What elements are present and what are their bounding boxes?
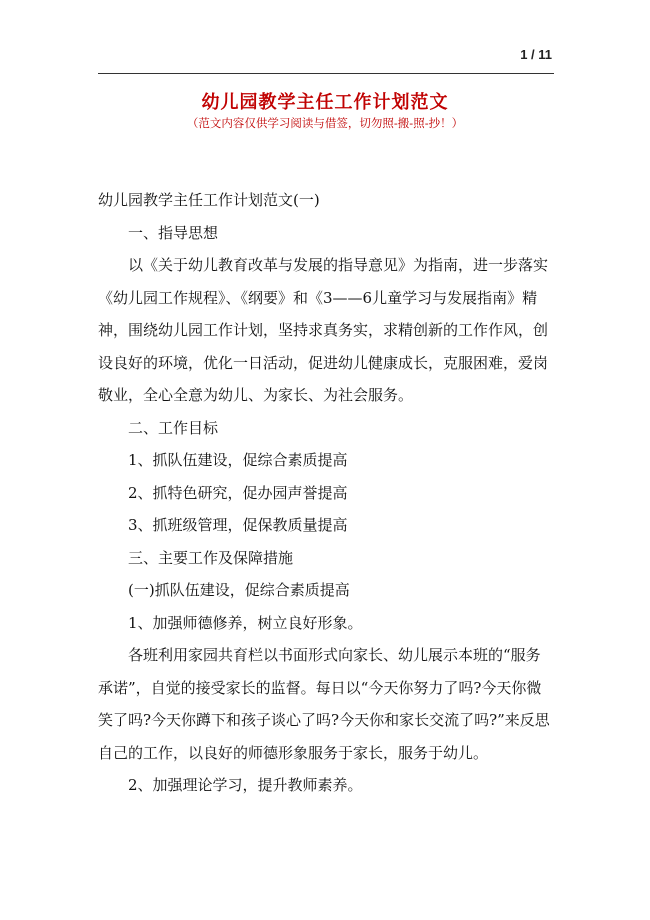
document-subtitle: （范文内容仅供学习阅读与借签，切勿照-搬-照-抄！） xyxy=(186,116,464,130)
document-body xyxy=(98,184,554,802)
paragraph-service-commitment: 各班利用家园共育栏以书面形式向家长、幼儿展示本班的“服务承诺”，自觉的接受家长的监督。每日以“今天你努力了吗?今天你微笑了吗?今天你蹲下和孩子谈心了吗?今天你和家长交流了吗?”来反思自己的工作，以良好的师德形象服务于家长，服务于幼儿。 xyxy=(98,646,550,762)
list-item-goal-3: 3、抓班级管理，促保教质量提高 xyxy=(128,516,348,534)
list-item-ethics: 1、加强师德修养，树立良好形象。 xyxy=(128,613,363,632)
section-heading-guiding-thought: 一、指导思想 xyxy=(128,223,219,242)
page-number: 1 / 11 xyxy=(520,47,552,62)
list-item-goal-1: 1、抓队伍建设，促综合素质提高 xyxy=(128,451,348,469)
section-heading-main-work: 三、主要工作及保障措施 xyxy=(128,548,294,567)
list-item-goal-2: 2、抓特色研究，促办园声誉提高 xyxy=(128,483,348,502)
section-heading-work-goals: 二、工作目标 xyxy=(128,418,219,437)
subsection-heading-team-building: (一)抓队伍建设，促综合素质提高 xyxy=(128,581,350,599)
paragraph-plan-heading: 幼儿园教学主任工作计划范文(一) xyxy=(98,191,320,209)
paragraph-guiding-thought: 以《关于幼儿教育改革与发展的指导意见》为指南，进一步落实《幼儿园工作规程》、《纲要》和《3——6儿童学习与发展指南》精神，围绕幼儿园工作计划，坚持求真务实，求精创新的工作作风，创设良好的环境，优化一日活动，促进幼儿健康成长，克服困难，爱岗敬业，全心全意为幼儿、为家长、为社会服务。 xyxy=(98,256,549,404)
header-divider xyxy=(98,73,554,74)
list-item-theory-study: 2、加强理论学习，提升教师素养。 xyxy=(128,776,363,794)
document-title: 幼儿园教学主任工作计划范文 xyxy=(201,92,449,113)
